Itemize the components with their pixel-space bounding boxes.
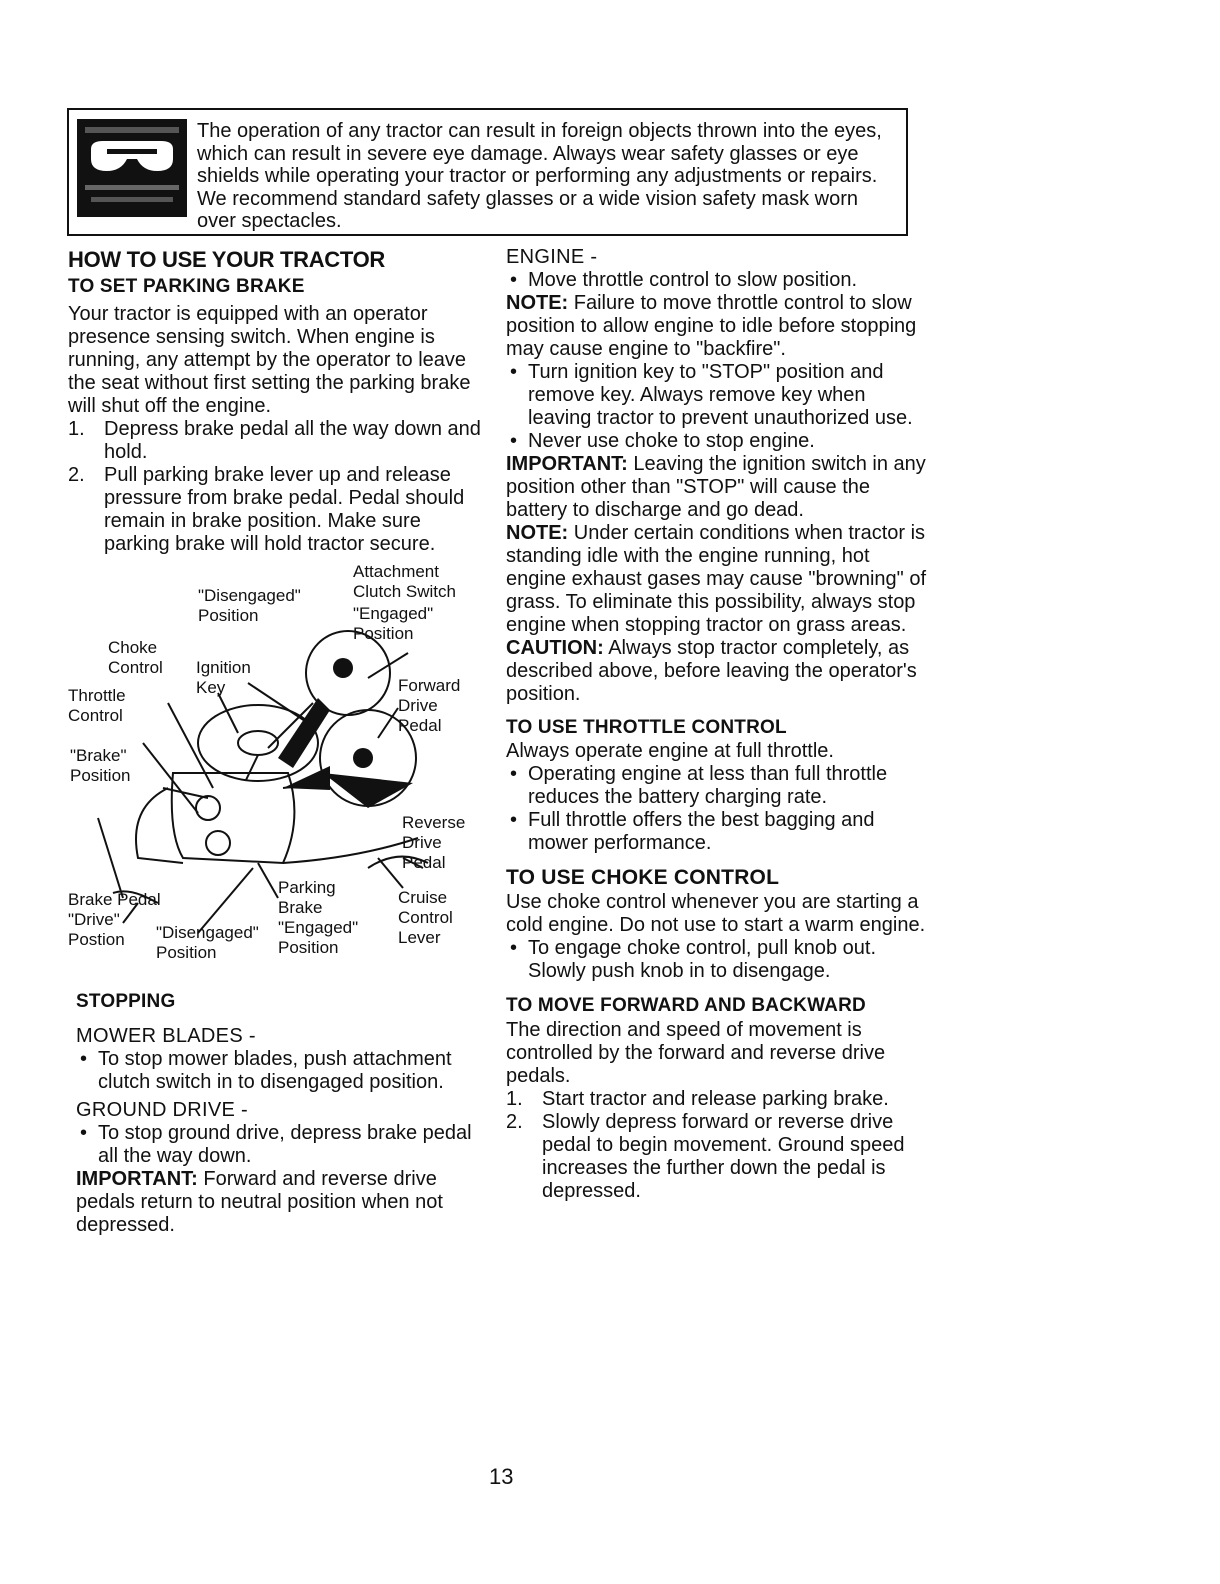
label-text: Attachment Clutch Switch xyxy=(353,562,456,601)
important-label: IMPORTANT: xyxy=(76,1168,198,1190)
bullet-text: Move throttle control to slow position. xyxy=(528,269,858,291)
engine-list-2 xyxy=(506,361,926,453)
list-item xyxy=(506,269,926,292)
throttle-heading: TO USE THROTTLE CONTROL xyxy=(506,717,787,738)
list-item xyxy=(68,464,483,556)
caution-label: CAUTION: xyxy=(506,637,604,659)
step-text: Pull parking brake lever up and release pressure from brake pedal. Pedal should remain in brake position. Make sure parking brake will hold tractor secure. xyxy=(104,464,465,555)
ground-drive-label: GROUND DRIVE - xyxy=(76,1099,248,1121)
label-text: Choke Control xyxy=(108,638,163,677)
important-text: Leaving the ignition switch in any position other than "STOP" will cause the battery to discharge and go dead. xyxy=(506,453,926,521)
bullet-icon: • xyxy=(510,269,518,291)
list-item xyxy=(506,809,926,855)
parking-brake-heading: TO SET PARKING BRAKE xyxy=(68,276,305,297)
engine-note xyxy=(506,292,926,361)
forward-backward-heading: TO MOVE FORWARD AND BACKWARD xyxy=(506,995,866,1016)
bullet-icon: • xyxy=(510,809,518,831)
diagram-label-reverse-drive-pedal xyxy=(402,813,465,873)
caution-note xyxy=(506,637,926,706)
note-label: NOTE: xyxy=(506,292,569,314)
bullet-icon: • xyxy=(510,361,518,383)
list-item xyxy=(76,1048,483,1094)
diagram-label-attachment-switch xyxy=(353,562,456,602)
mower-blades-label: MOWER BLADES - xyxy=(76,1025,256,1047)
bullet-icon: • xyxy=(80,1048,88,1070)
step-text: Depress brake pedal all the way down and hold. xyxy=(104,418,481,463)
diagram-label-forward-drive-pedal xyxy=(398,676,460,736)
left-column xyxy=(68,247,483,1237)
browning-note xyxy=(506,522,926,637)
list-item xyxy=(506,763,926,809)
bullet-text: Full throttle offers the best bagging and mower performance. xyxy=(528,809,875,854)
choke-heading: TO USE CHOKE CONTROL xyxy=(506,866,780,889)
page-number: 13 xyxy=(489,1464,514,1489)
important-label: IMPORTANT: xyxy=(506,453,628,475)
right-column xyxy=(506,245,926,1203)
step-number: 2. xyxy=(506,1111,523,1133)
step-text: Start tractor and release parking brake. xyxy=(542,1088,889,1110)
diagram-label-ignition-key xyxy=(196,658,251,698)
diagram-label-brake-position xyxy=(70,746,130,786)
list-item xyxy=(506,430,926,453)
label-text: Parking Brake "Engaged" Position xyxy=(278,878,359,957)
step-number: 1. xyxy=(506,1088,523,1110)
note-label: NOTE: xyxy=(506,522,569,544)
throttle-list xyxy=(506,763,926,855)
parking-brake-intro: Your tractor is equipped with an operator presence sensing switch. When engine is running, any attempt by the operator to leave the seat without first setting the parking brake will shut off the engine. xyxy=(68,303,471,417)
bullet-icon: • xyxy=(510,937,518,959)
forward-steps xyxy=(506,1088,926,1203)
bullet-icon: • xyxy=(510,430,518,452)
label-text: Brake Pedal "Drive" Postion xyxy=(68,890,161,949)
label-text: Forward Drive Pedal xyxy=(398,676,461,735)
important-text: Forward and reverse drive pedals return to neutral position when not depressed. xyxy=(76,1168,443,1236)
label-text: Ignition Key xyxy=(196,658,251,697)
bullet-text: Turn ignition key to "STOP" position and remove key. Always remove key when leaving tractor to prevent unauthorized use. xyxy=(528,361,913,429)
choke-intro: Use choke control whenever you are starting a cold engine. Do not use to start a warm engine. xyxy=(506,891,926,936)
stopping-heading: STOPPING xyxy=(76,991,176,1012)
bullet-text: To stop mower blades, push attachment clutch switch in to disengaged position. xyxy=(98,1048,452,1093)
list-item xyxy=(506,361,926,430)
diagram-label-throttle-control xyxy=(68,686,126,726)
list-item xyxy=(76,1122,483,1168)
stopping-important xyxy=(76,1168,483,1237)
caution-text: Always stop tractor completely, as described above, before leaving the operator's position. xyxy=(506,637,917,705)
note-text: Failure to move throttle control to slow position to allow engine to idle before stopping may cause engine to "backfire". xyxy=(506,292,917,360)
diagram-label-parking-disengaged xyxy=(156,923,259,963)
diagram-label-choke-control xyxy=(108,638,163,678)
diagram-label-cruise-control-lever xyxy=(398,888,453,948)
note-text: Under certain conditions when tractor is standing idle with the engine running, hot engine exhaust gases may cause "browning" of grass. To eliminate this possibility, always stop engine when stopping tractor on grass areas. xyxy=(506,522,927,636)
bullet-icon: • xyxy=(510,763,518,785)
tractor-controls-diagram xyxy=(68,558,483,968)
step-number: 1. xyxy=(68,418,85,440)
label-text: "Disengaged" Position xyxy=(198,586,301,625)
list-item xyxy=(506,1111,926,1203)
throttle-intro: Always operate engine at full throttle. xyxy=(506,740,834,762)
engine-label: ENGINE - xyxy=(506,246,598,268)
list-item xyxy=(506,1088,926,1111)
warning-text: The operation of any tractor can result in foreign objects thrown into the eyes, which can result in severe eye damage. Always wear safety glasses or eye shields while operating your tractor or performing any adjustments or repairs. We recommend standard safety glasses or a wide vision safety mask worn over spectacles. xyxy=(197,120,882,232)
forward-intro: The direction and speed of movement is controlled by the forward and reverse drive pedals. xyxy=(506,1019,886,1087)
diagram-label-brake-pedal-drive xyxy=(68,890,161,950)
bullet-text: To engage choke control, pull knob out. Slowly push knob in to disengage. xyxy=(528,937,877,982)
label-text: "Brake" Position xyxy=(70,746,131,785)
mower-blades-list xyxy=(76,1048,483,1094)
ground-drive-list xyxy=(76,1122,483,1168)
bullet-text: To stop ground drive, depress brake pedal all the way down. xyxy=(98,1122,472,1167)
parking-brake-steps xyxy=(68,418,483,556)
engine-list-1 xyxy=(506,269,926,292)
label-text: Throttle Control xyxy=(68,686,126,725)
step-number: 2. xyxy=(68,464,85,486)
label-text: Reverse Drive Pedal xyxy=(402,813,466,872)
bullet-icon: • xyxy=(80,1122,88,1144)
label-text: "Engaged" Position xyxy=(353,604,434,643)
list-item xyxy=(68,418,483,464)
bullet-text: Operating engine at less than full throttle reduces the battery charging rate. xyxy=(528,763,888,808)
step-text: Slowly depress forward or reverse drive pedal to begin movement. Ground speed increases the further down the pedal is depressed. xyxy=(542,1111,905,1202)
choke-list xyxy=(506,937,926,983)
diagram-label-parking-brake-engaged xyxy=(278,878,358,958)
engine-important xyxy=(506,453,926,522)
label-text: "Disengaged" Position xyxy=(156,923,259,962)
safety-warning-box xyxy=(67,108,908,236)
diagram-label-disengaged-position xyxy=(198,586,301,626)
diagram-label-engaged-position xyxy=(353,604,433,644)
safety-glasses-icon xyxy=(77,119,187,217)
section-title: HOW TO USE YOUR TRACTOR xyxy=(68,247,386,272)
list-item xyxy=(506,937,926,983)
label-text: Cruise Control Lever xyxy=(398,888,453,947)
bullet-text: Never use choke to stop engine. xyxy=(528,430,815,452)
